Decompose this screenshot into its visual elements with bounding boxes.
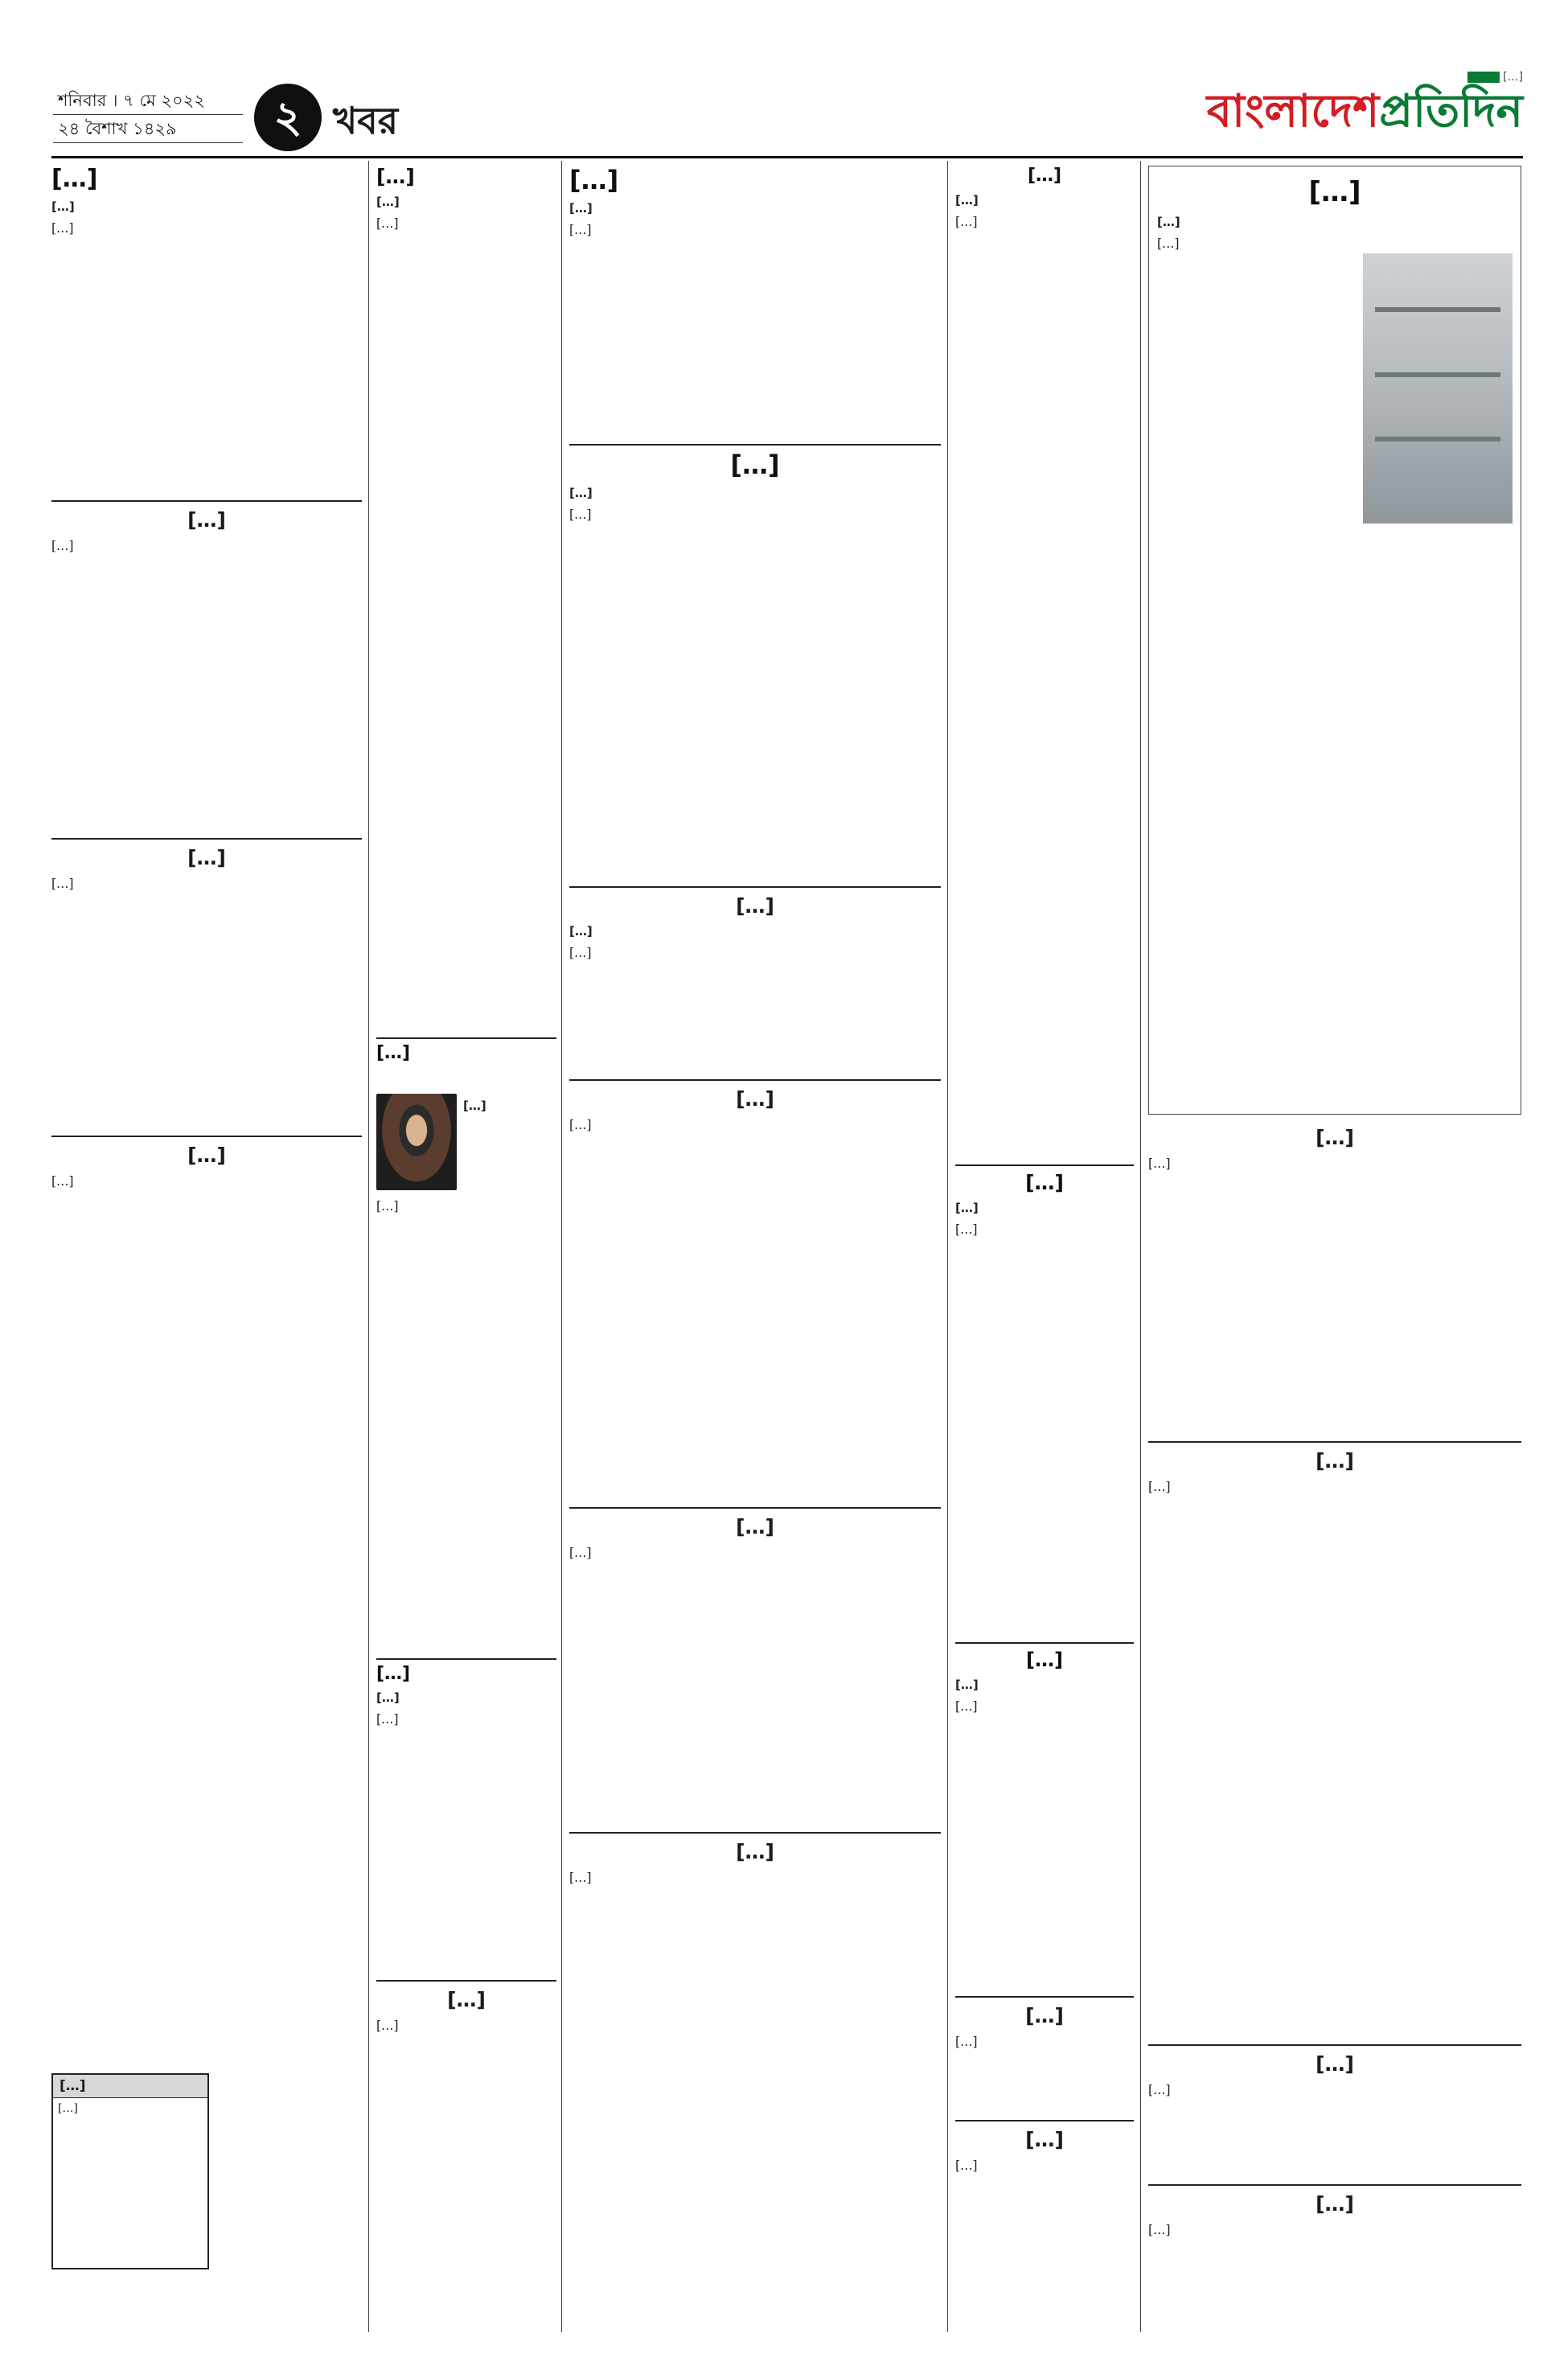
article-divider [376,1658,556,1660]
article-col5-3 [1148,1446,1521,2039]
lead-article [51,164,362,495]
date-bengali-line: ২৪ বৈশাখ ১৪২৯ [53,115,243,143]
column-divider [368,161,369,2332]
article-col4-4-body: […] [955,2035,978,2049]
article-col4-3-body: […] [955,1699,978,1714]
article-col4-3 [955,1647,1134,1991]
article-col3-5 [569,1512,941,1827]
article-col2-4-head: […] [447,1988,486,2011]
newspaper-name-part-b: প্রতিদিন [1379,85,1523,138]
article-col5-2-head: […] [1316,1126,1354,1149]
article-col4-5 [955,2125,1134,2323]
article-col4-2-headline: […] [1025,1171,1064,1194]
article-divider [569,1079,941,1081]
article-col3-4-head: […] [736,1087,774,1111]
newspaper-name [1147,85,1523,138]
article-divider [955,1642,1134,1644]
article-col5-3-body: […] [1148,1480,1171,1494]
article-col4-2-body: […] [955,1222,978,1237]
page-number-badge: ২ [254,84,322,151]
article-col3-1 [569,164,941,439]
article-col5-2-body: […] [1148,1156,1171,1171]
article-col3-5-body: […] [569,1546,592,1560]
article-col4-5-body: […] [955,2158,978,2173]
header-rule [51,156,1523,158]
article-divider [1148,1441,1521,1443]
article-col2-4-body: […] [376,2019,399,2033]
article-col4-4 [955,2001,1134,2115]
article-col3-4-body: […] [569,1118,592,1132]
masthead-mark-icon [1467,72,1500,83]
section-title: খবর [333,99,399,142]
article-col1-4-body: […] [51,1174,74,1189]
date-weekday-line: শনিবার । ৭ মে ২০২২ [53,87,243,115]
article-col1-2-body: […] [51,539,74,553]
article-col1-4 [51,1140,362,2064]
article-col1-2 [51,505,362,833]
article-col1-3-body: […] [51,877,74,891]
article-col1-3-head: […] [187,846,226,869]
article-col3-6-head: […] [736,1840,774,1863]
article-col5-4-head: […] [1316,2052,1354,2076]
newspaper-name-part-a: বাংলাদেশ [1206,85,1380,138]
lead-byline: […] [51,199,75,214]
article-col3-6 [569,1837,941,2323]
article-col2-1 [376,164,556,1034]
article-divider [569,444,941,446]
article-col5-5-head: […] [1316,2192,1354,2216]
article-col3-3-byline: […] [569,924,593,939]
article-col5-2 [1148,1123,1521,1436]
article-col2-2-headline: […] [376,1043,411,1063]
article-divider [955,1164,1134,1166]
article-col4-2-byline: […] [955,1201,979,1215]
article-col2-4 [376,1985,556,2323]
article-divider [955,1996,1134,1998]
column-divider [947,161,948,2332]
article-divider [1148,2044,1521,2046]
article-col4-4-head: […] [1025,2004,1064,2027]
column-divider [1140,161,1141,2332]
article-col1-2-head: […] [187,508,226,532]
masthead-tagline: […] [1147,71,1523,84]
article-col2-3-headline: […] [376,1664,411,1684]
article-col2-1-byline: […] [376,195,400,209]
masthead [1147,71,1523,151]
article-col5-1-body: […] [1157,236,1180,251]
article-col5-4 [1148,2049,1521,2179]
lead-headline: […] [51,165,98,193]
article-col4-5-head: […] [1025,2128,1064,2151]
article-col3-2-body: […] [569,507,592,522]
article-col5-5-body: […] [1148,2223,1171,2237]
article-col5-1-headline: […] [1308,176,1361,208]
article-col3-3-head: […] [736,894,774,918]
article-col3-2-headline: […] [730,450,780,480]
article-col4-1-byline: […] [955,193,979,207]
building-photo [1363,253,1513,524]
article-col2-3-byline: […] [376,1690,400,1705]
article-divider [955,2120,1134,2121]
article-col3-3-body: […] [569,946,592,960]
article-col2-2-body: […] [376,1199,399,1214]
article-col2-1-body: […] [376,216,399,231]
article-col2-2 [376,1042,556,1653]
portrait-photo [376,1094,457,1190]
date-box [53,87,243,153]
article-col5-1-byline: […] [1157,215,1180,229]
classified-ad-head: […] [53,2075,207,2098]
article-col2-1-headline: […] [376,165,415,188]
article-divider [569,1507,941,1509]
article-divider [376,1037,556,1039]
article-col3-5-head: […] [736,1515,774,1538]
article-divider [1148,2184,1521,2186]
article-col5-4-body: […] [1148,2083,1171,2097]
article-col3-6-body: […] [569,1871,592,1885]
article-col5-3-head: […] [1316,1449,1354,1472]
lead-body: […] [51,221,74,236]
article-divider [569,1832,941,1834]
article-col4-3-byline: […] [955,1678,979,1692]
article-col4-1-body: […] [955,215,978,229]
article-col1-3 [51,843,362,1131]
article-col4-1 [955,164,1134,1160]
article-col3-3 [569,891,941,1074]
article-divider [51,500,362,502]
article-divider [569,886,941,888]
article-col2-3-body: […] [376,1712,399,1727]
article-col3-1-byline: […] [569,201,593,216]
article-divider [51,838,362,840]
article-col5-1-box [1148,166,1521,1115]
article-col2-3 [376,1663,556,1975]
article-col3-4 [569,1084,941,1502]
classified-ad-body: […] [58,2102,78,2115]
classified-ad-box [51,2073,209,2269]
column-divider [561,161,562,2332]
article-col4-2 [955,1169,1134,1637]
article-col1-4-head: […] [187,1144,226,1167]
article-col3-1-body: […] [569,223,592,237]
article-col2-2-byline: […] [463,1099,486,1113]
article-col3-1-headline: […] [569,165,619,195]
article-col5-5 [1148,2189,1521,2323]
article-divider [376,1980,556,1982]
article-divider [51,1136,362,1137]
article-col4-3-headline: […] [1026,1649,1063,1671]
article-col4-1-headline: […] [1027,166,1062,186]
article-col3-2-byline: […] [569,486,593,500]
article-col3-2 [569,449,941,881]
